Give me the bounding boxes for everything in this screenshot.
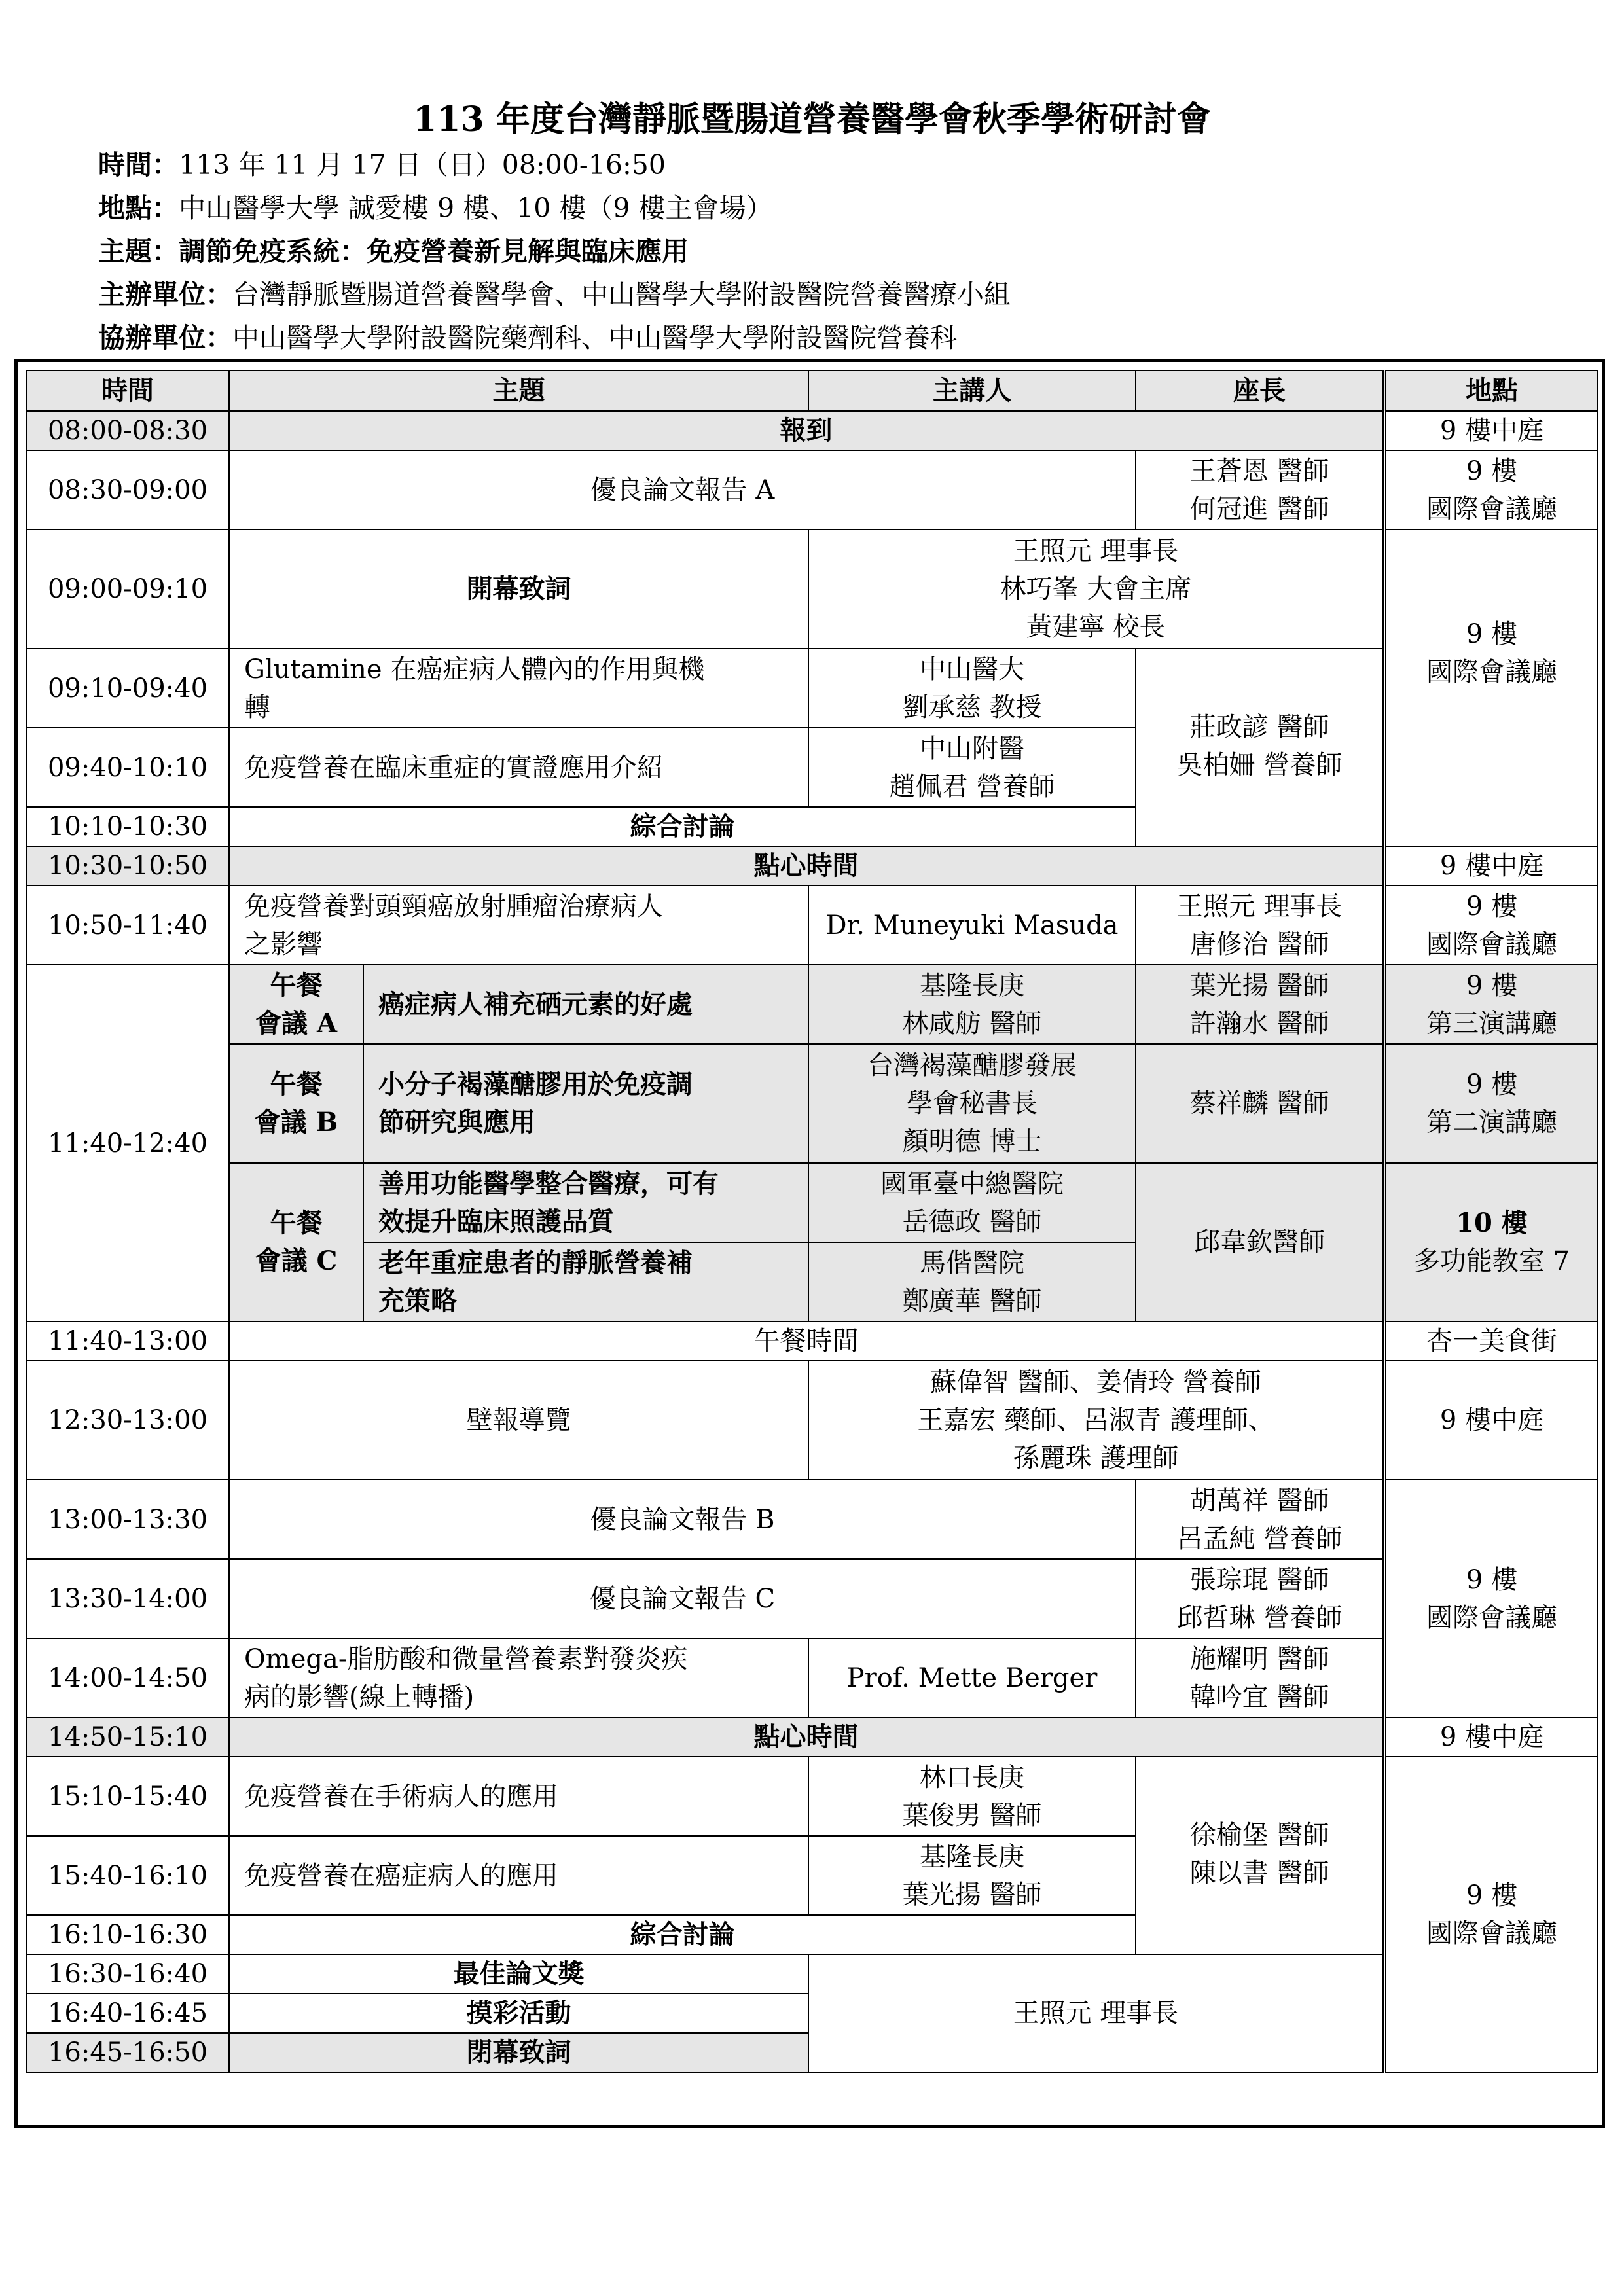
topic-cell: 摸彩活動 — [229, 1994, 808, 2033]
time-cell: 13:30-14:00 — [26, 1559, 229, 1638]
topic-cell: 優良論文報告 C — [229, 1559, 1136, 1638]
venue-line: 9 樓 — [1466, 891, 1518, 922]
speaker-line: 岳德政 醫師 — [902, 1206, 1042, 1237]
speaker-line: 基隆長庚 — [920, 970, 1024, 1001]
venue-line: 10 樓 — [1456, 1208, 1528, 1238]
speaker-line: 馬偕醫院 — [920, 1247, 1024, 1278]
topic-cell: 優良論文報告 B — [229, 1480, 1136, 1559]
time-cell: 15:10-15:40 — [26, 1757, 229, 1836]
venue-cell: 9 樓中庭 — [1384, 1361, 1598, 1480]
table-row — [26, 1559, 1598, 1638]
venue-cell — [1384, 886, 1598, 965]
time-cell: 08:00-08:30 — [26, 411, 229, 450]
venue-cell — [1384, 1163, 1598, 1321]
chair-line: 莊政諺 醫師 — [1189, 712, 1329, 742]
chair-line: 施耀明 醫師 — [1189, 1643, 1329, 1674]
table-row — [26, 965, 1598, 1044]
header-time: 時間 — [26, 370, 229, 411]
table-row — [26, 529, 1598, 649]
table-row — [26, 1163, 1598, 1242]
label-line: 午餐 — [270, 969, 323, 1001]
time-cell: 10:10-10:30 — [26, 807, 229, 846]
topic-cell: 免疫營養在癌症病人的應用 — [229, 1836, 808, 1915]
info-host-label: 主辦單位： — [98, 279, 232, 310]
speaker-line: 孫麗珠 護理師 — [1013, 1443, 1179, 1473]
topic-cell — [363, 1242, 808, 1321]
venue-cell — [1384, 529, 1598, 846]
venue-line: 國際會議廳 — [1426, 929, 1557, 960]
venue-cell: 9 樓中庭 — [1384, 846, 1598, 886]
topic-line: Glutamine 在癌症病人體內的作用與機 — [244, 654, 705, 685]
info-cohost-value: 中山醫學大學附設醫院藥劑科、中山醫學大學附設醫院營養科 — [232, 322, 957, 353]
table-row — [26, 1361, 1598, 1480]
venue-line: 9 樓 — [1466, 456, 1518, 486]
venue-line: 9 樓 — [1466, 970, 1518, 1001]
table-row — [26, 1321, 1598, 1361]
venue-line: 第三演講廳 — [1426, 1008, 1557, 1039]
info-host — [98, 275, 1011, 314]
table-row — [26, 411, 1598, 450]
table-row — [26, 1717, 1598, 1757]
chair-line: 許瀚水 醫師 — [1189, 1008, 1329, 1039]
info-place-label: 地點： — [98, 192, 179, 224]
speaker-cell — [808, 1757, 1136, 1836]
chair-line: 王蒼恩 醫師 — [1189, 456, 1329, 486]
header-topic: 主題 — [229, 370, 808, 411]
time-cell: 16:10-16:30 — [26, 1915, 229, 1954]
topic-cell: 綜合討論 — [229, 1915, 1136, 1954]
table-row — [26, 450, 1598, 529]
topic-cell — [229, 649, 808, 728]
venue-cell: 杏一美食街 — [1384, 1321, 1598, 1361]
topic-line: Omega-脂肪酸和微量營養素對發炎疾 — [244, 1643, 688, 1674]
label-line: 午餐 — [270, 1069, 323, 1100]
time-cell: 16:40-16:45 — [26, 1994, 229, 2033]
header-row — [26, 370, 1598, 411]
table-row — [26, 846, 1598, 886]
speaker-line: 林咸舫 醫師 — [902, 1008, 1042, 1039]
header-chair: 座長 — [1136, 370, 1384, 411]
chair-cell — [1136, 1638, 1384, 1717]
chair-line: 吳柏姍 營養師 — [1176, 750, 1343, 780]
topic-line: 充策略 — [378, 1285, 457, 1316]
chair-line: 張琮琨 醫師 — [1189, 1564, 1329, 1595]
speaker-line: 林巧峯 大會主席 — [1000, 574, 1192, 604]
chair-cell: 邱韋欽醫師 — [1136, 1163, 1384, 1321]
chair-line: 胡萬祥 醫師 — [1189, 1485, 1329, 1516]
info-theme-label: 主題： — [98, 236, 179, 267]
topic-cell: 最佳論文獎 — [229, 1954, 808, 1994]
venue-line: 9 樓 — [1466, 619, 1518, 649]
venue-line: 國際會議廳 — [1426, 657, 1557, 687]
speaker-line: 台灣褐藻醣膠發展 — [867, 1050, 1077, 1081]
venue-line: 國際會議廳 — [1426, 493, 1557, 524]
chair-line: 葉光揚 醫師 — [1189, 970, 1329, 1001]
venue-line: 第二演講廳 — [1426, 1107, 1557, 1138]
venue-cell — [1384, 965, 1598, 1044]
speaker-cell — [808, 1242, 1136, 1321]
time-cell: 08:30-09:00 — [26, 450, 229, 529]
time-cell: 16:30-16:40 — [26, 1954, 229, 1994]
chair-line: 韓吟宜 醫師 — [1189, 1681, 1329, 1712]
schedule-table-frame — [14, 359, 1605, 2128]
page-title: 113 年度台灣靜脈暨腸道營養醫學會秋季學術研討會 — [413, 99, 1211, 139]
venue-cell: 9 樓中庭 — [1384, 1717, 1598, 1757]
info-host-value: 台灣靜脈暨腸道營養醫學會、中山醫學大學附設醫院營養醫療小組 — [232, 279, 1011, 310]
chair-cell — [1136, 1757, 1384, 1954]
label-line: 會議 C — [255, 1246, 338, 1276]
time-cell: 09:10-09:40 — [26, 649, 229, 728]
topic-cell: 綜合討論 — [229, 807, 1136, 846]
topic-cell — [363, 1163, 808, 1242]
venue-line: 9 樓 — [1466, 1564, 1518, 1595]
topic-cell: 壁報導覽 — [229, 1361, 808, 1480]
time-cell: 10:50-11:40 — [26, 886, 229, 965]
chair-line: 陳以書 醫師 — [1189, 1858, 1329, 1888]
speaker-line: 劉承慈 教授 — [902, 692, 1042, 723]
venue-cell — [1384, 1757, 1598, 2072]
venue-cell — [1384, 1480, 1598, 1717]
venue-cell — [1384, 450, 1598, 529]
label-line: 會議 B — [254, 1107, 338, 1138]
speaker-cell — [808, 649, 1136, 728]
speaker-line: 鄭廣華 醫師 — [902, 1285, 1042, 1316]
topic-line: 病的影響(線上轉播) — [244, 1681, 475, 1712]
table-row — [26, 1044, 1598, 1163]
table-row — [26, 649, 1598, 728]
speaker-line: 葉光揚 醫師 — [902, 1879, 1042, 1910]
venue-cell — [1384, 1044, 1598, 1163]
topic-cell: 開幕致詞 — [229, 529, 808, 649]
table-row — [26, 1480, 1598, 1559]
table-row — [26, 1638, 1598, 1717]
header-speaker: 主講人 — [808, 370, 1136, 411]
topic-line: 小分子褐藻醣膠用於免疫調 — [378, 1069, 693, 1100]
speaker-cell — [808, 1361, 1384, 1480]
speaker-cell — [808, 1044, 1136, 1163]
speaker-cell: Dr. Muneyuki Masuda — [808, 886, 1136, 965]
table-row — [26, 1954, 1598, 1994]
topic-cell: 午餐時間 — [229, 1321, 1384, 1361]
speaker-line: 國軍臺中總醫院 — [880, 1168, 1064, 1199]
topic-cell: 癌症病人補充硒元素的好處 — [363, 965, 808, 1044]
speaker-line: 林口長庚 — [920, 1762, 1024, 1793]
info-time-value: 113 年 11 月 17 日（日）08:00-16:50 — [179, 149, 666, 181]
topic-cell: 優良論文報告 A — [229, 450, 1136, 529]
venue-cell: 9 樓中庭 — [1384, 411, 1598, 450]
info-cohost — [98, 318, 957, 357]
chair-cell — [1136, 649, 1384, 846]
speaker-line: 葉俊男 醫師 — [902, 1800, 1042, 1831]
topic-line: 之影響 — [244, 929, 323, 960]
info-cohost-label: 協辦單位： — [98, 322, 232, 353]
topic-cell — [363, 1044, 808, 1163]
time-cell: 09:40-10:10 — [26, 728, 229, 807]
label-line: 午餐 — [270, 1208, 323, 1238]
chair-line: 王照元 理事長 — [1176, 891, 1343, 922]
speaker-line: 蘇偉智 醫師、姜倩玲 營養師 — [930, 1367, 1261, 1397]
topic-cell: 免疫營養在臨床重症的實證應用介紹 — [229, 728, 808, 807]
speaker-line: 學會秘書長 — [907, 1088, 1038, 1119]
speaker-cell — [808, 1163, 1136, 1242]
time-cell: 10:30-10:50 — [26, 846, 229, 886]
topic-cell: 閉幕致詞 — [229, 2033, 808, 2072]
topic-cell: 報到 — [229, 411, 1384, 450]
time-cell: 13:00-13:30 — [26, 1480, 229, 1559]
topic-line: 老年重症患者的靜脈營養補 — [378, 1247, 693, 1278]
lunch-session-label — [229, 965, 363, 1044]
chair-cell: 蔡祥麟 醫師 — [1136, 1044, 1384, 1163]
time-cell: 14:00-14:50 — [26, 1638, 229, 1717]
speaker-line: 趙佩君 營養師 — [889, 771, 1055, 802]
info-time — [98, 145, 666, 185]
topic-cell: 免疫營養在手術病人的應用 — [229, 1757, 808, 1836]
info-theme — [98, 232, 689, 271]
speaker-line: 王嘉宏 藥師、呂淑青 護理師、 — [917, 1405, 1274, 1435]
venue-line: 國際會議廳 — [1426, 1602, 1557, 1633]
topic-cell: 點心時間 — [229, 1717, 1384, 1757]
speaker-cell: 王照元 理事長 — [808, 1954, 1384, 2072]
speaker-line: 王照元 理事長 — [1013, 536, 1179, 566]
topic-line: 效提升臨床照護品質 — [378, 1206, 614, 1237]
time-cell: 11:40-12:40 — [26, 965, 229, 1321]
speaker-cell — [808, 728, 1136, 807]
chair-line: 何冠進 醫師 — [1189, 493, 1329, 524]
time-cell: 09:00-09:10 — [26, 529, 229, 649]
info-place-value: 中山醫學大學 誠愛樓 9 樓、10 樓（9 樓主會場） — [179, 192, 773, 224]
speaker-line: 中山附醫 — [920, 733, 1024, 764]
speaker-line: 顏明德 博士 — [902, 1126, 1042, 1157]
chair-line: 唐修治 醫師 — [1189, 929, 1329, 960]
speaker-line: 基隆長庚 — [920, 1841, 1024, 1872]
table-row — [26, 886, 1598, 965]
header-venue: 地點 — [1384, 370, 1598, 411]
chair-cell — [1136, 450, 1384, 529]
chair-cell — [1136, 1559, 1384, 1638]
venue-line: 多功能教室 7 — [1413, 1246, 1570, 1276]
speaker-line: 黃建寧 校長 — [1026, 612, 1166, 642]
chair-cell — [1136, 965, 1384, 1044]
chair-cell — [1136, 1480, 1384, 1559]
lunch-session-label — [229, 1044, 363, 1163]
lunch-session-label — [229, 1163, 363, 1321]
topic-line: 免疫營養對頭頸癌放射腫瘤治療病人 — [244, 891, 663, 922]
topic-cell: 點心時間 — [229, 846, 1384, 886]
speaker-cell — [808, 529, 1384, 649]
chair-line: 呂孟純 營養師 — [1176, 1523, 1343, 1554]
topic-line: 節研究與應用 — [378, 1107, 535, 1138]
topic-line: 轉 — [244, 692, 270, 723]
speaker-cell — [808, 1836, 1136, 1915]
chair-line: 邱哲琳 營養師 — [1176, 1602, 1343, 1633]
time-cell: 12:30-13:00 — [26, 1361, 229, 1480]
speaker-cell — [808, 965, 1136, 1044]
venue-line: 9 樓 — [1466, 1880, 1518, 1910]
speaker-line: 中山醫大 — [920, 654, 1024, 685]
info-theme-value: 調節免疫系統：免疫營養新見解與臨床應用 — [179, 236, 689, 267]
time-cell: 15:40-16:10 — [26, 1836, 229, 1915]
label-line: 會議 A — [255, 1007, 337, 1039]
speaker-cell: Prof. Mette Berger — [808, 1638, 1136, 1717]
time-cell: 16:45-16:50 — [26, 2033, 229, 2072]
chair-cell — [1136, 886, 1384, 965]
topic-cell — [229, 1638, 808, 1717]
topic-cell — [229, 886, 808, 965]
table-row — [26, 1757, 1598, 1836]
info-time-label: 時間： — [98, 149, 179, 181]
chair-line: 徐榆堡 醫師 — [1189, 1820, 1329, 1850]
venue-line: 9 樓 — [1466, 1069, 1518, 1100]
topic-line: 善用功能醫學整合醫療，可有 — [378, 1168, 719, 1199]
info-place — [98, 188, 773, 228]
time-cell: 11:40-13:00 — [26, 1321, 229, 1361]
time-cell: 14:50-15:10 — [26, 1717, 229, 1757]
venue-line: 國際會議廳 — [1426, 1918, 1557, 1948]
schedule-table — [26, 370, 1598, 2073]
